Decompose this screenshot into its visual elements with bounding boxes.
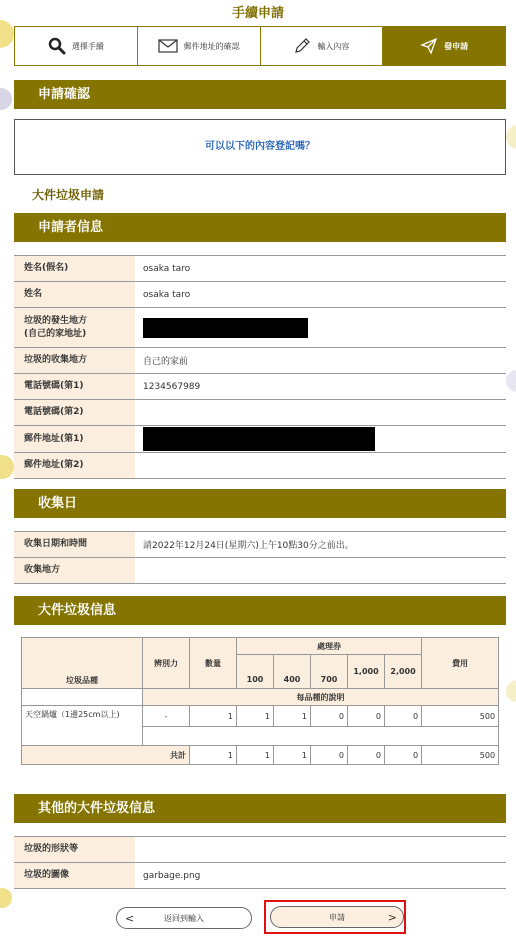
- step-label: 郵件地址的確認: [183, 41, 240, 51]
- step-indicator: [14, 26, 506, 66]
- field-label: 收集地方: [14, 558, 135, 583]
- garbage-table: [21, 637, 499, 765]
- field-value: [135, 400, 506, 425]
- item-qty: 1: [190, 706, 237, 727]
- envelope-icon: [158, 39, 178, 53]
- total-t2000: 0: [385, 746, 422, 765]
- col-header-desc: 每品種的說明: [143, 689, 499, 706]
- field-value: 請2022年12月24日(星期六)上午10點30分之前出。: [143, 541, 354, 551]
- section-header-applicant: 申請者信息: [14, 213, 506, 242]
- collection-info-table: [14, 531, 506, 584]
- field-value: 自己的家前: [143, 357, 189, 367]
- table-row: [14, 308, 506, 348]
- bg-decoration: [506, 680, 516, 702]
- table-row: [14, 374, 506, 400]
- field-label: 收集日期和時間: [14, 532, 135, 557]
- field-value: osaka taro: [143, 263, 191, 274]
- bg-decoration: [0, 888, 12, 908]
- total-t1000: 0: [348, 746, 385, 765]
- search-icon: [48, 37, 66, 55]
- form-subtitle: 大件垃圾申請: [32, 188, 105, 202]
- step-label: 選擇手續: [71, 41, 104, 51]
- col-header-ticket: 處理券: [237, 638, 422, 655]
- field-label: 垃圾的形狀等: [14, 837, 135, 862]
- table-row: [14, 400, 506, 426]
- page-title: 手續申請: [231, 6, 284, 21]
- section-header-collection: 收集日: [14, 489, 506, 518]
- field-value: garbage.png: [143, 870, 201, 881]
- field-value: [135, 453, 506, 478]
- section-header-other: 其他的大件垃圾信息: [14, 794, 506, 823]
- item-t2000: 0: [385, 706, 422, 727]
- bg-decoration: [506, 370, 516, 392]
- table-row: [14, 348, 506, 374]
- bg-decoration: [0, 455, 14, 479]
- step-select-procedure[interactable]: [15, 27, 138, 65]
- field-label: 郵件地址(第2): [14, 453, 135, 478]
- item-auth: -: [143, 706, 190, 727]
- applicant-info-table: [14, 255, 506, 479]
- step-submit[interactable]: [383, 27, 505, 65]
- table-row: [14, 256, 506, 282]
- highlight-box: [264, 900, 406, 934]
- item-t700: 0: [311, 706, 348, 727]
- item-fee: 500: [422, 706, 499, 727]
- ticket-700: 700: [311, 655, 348, 689]
- item-t100: 1: [237, 706, 274, 727]
- table-row: [14, 863, 506, 889]
- field-value: [135, 558, 506, 583]
- field-label: 電話號碼(第1): [14, 374, 135, 399]
- total-t400: 1: [274, 746, 311, 765]
- item-t1000: 0: [348, 706, 385, 727]
- step-input-content[interactable]: [261, 27, 384, 65]
- total-qty: 1: [190, 746, 237, 765]
- pencil-icon: [293, 37, 311, 55]
- col-header-fee: 費用: [422, 638, 499, 689]
- item-desc: [143, 727, 499, 746]
- table-row: [14, 426, 506, 453]
- chevron-left-icon: <: [125, 911, 135, 925]
- ticket-100: 100: [237, 655, 274, 689]
- total-label: 共計: [22, 746, 190, 765]
- bg-decoration: [506, 125, 516, 149]
- total-fee: 500: [422, 746, 499, 765]
- field-value: 1234567989: [143, 381, 201, 392]
- bg-decoration: [0, 20, 14, 48]
- field-label: 郵件地址(第1): [14, 426, 135, 452]
- table-row: [14, 532, 506, 558]
- table-row: [14, 453, 506, 479]
- bg-decoration: [0, 88, 12, 110]
- field-label: 電話號碼(第2): [14, 400, 135, 425]
- submit-button-label: 申請: [329, 912, 345, 922]
- field-label: 垃圾的發生地方 (自己的家地址): [14, 308, 135, 347]
- field-label: 姓名(假名): [14, 256, 135, 281]
- step-label: 輸入內容: [317, 41, 350, 51]
- col-header-item: 垃圾品種: [22, 638, 143, 689]
- step-label: 發申請: [444, 41, 469, 51]
- confirm-message: 可以以下的內容登記嗎？: [14, 119, 506, 175]
- field-label: 垃圾的收集地方: [14, 348, 135, 373]
- back-button-label: 返回到輸入: [164, 913, 204, 923]
- col-header-auth: 辨別力: [143, 638, 190, 689]
- total-t100: 1: [237, 746, 274, 765]
- ticket-400: 400: [274, 655, 311, 689]
- field-label: 姓名: [14, 282, 135, 307]
- section-header-confirm: 申請確認: [14, 80, 506, 109]
- back-button[interactable]: [116, 907, 252, 929]
- table-row: [14, 837, 506, 863]
- other-info-table: [14, 836, 506, 889]
- item-t400: 1: [274, 706, 311, 727]
- table-row: [14, 558, 506, 584]
- col-header-qty: 數量: [190, 638, 237, 689]
- total-t700: 0: [311, 746, 348, 765]
- field-value: [135, 837, 506, 862]
- field-value: osaka taro: [143, 289, 191, 300]
- send-icon: [420, 37, 438, 55]
- chevron-right-icon: >: [387, 910, 397, 924]
- field-value: [135, 426, 506, 452]
- ticket-1000: 1,000: [348, 655, 385, 689]
- field-label: 垃圾的圖像: [14, 863, 135, 888]
- table-cell: [22, 689, 143, 706]
- redacted-block: [143, 318, 308, 338]
- table-row: [14, 282, 506, 308]
- redacted-block: [143, 427, 375, 451]
- item-name: 天空鍋爐（1邊25cm以上): [22, 706, 143, 746]
- step-email-confirm[interactable]: [138, 27, 261, 65]
- field-value: [135, 308, 506, 347]
- section-header-garbage: 大件垃圾信息: [14, 596, 506, 625]
- ticket-2000: 2,000: [385, 655, 422, 689]
